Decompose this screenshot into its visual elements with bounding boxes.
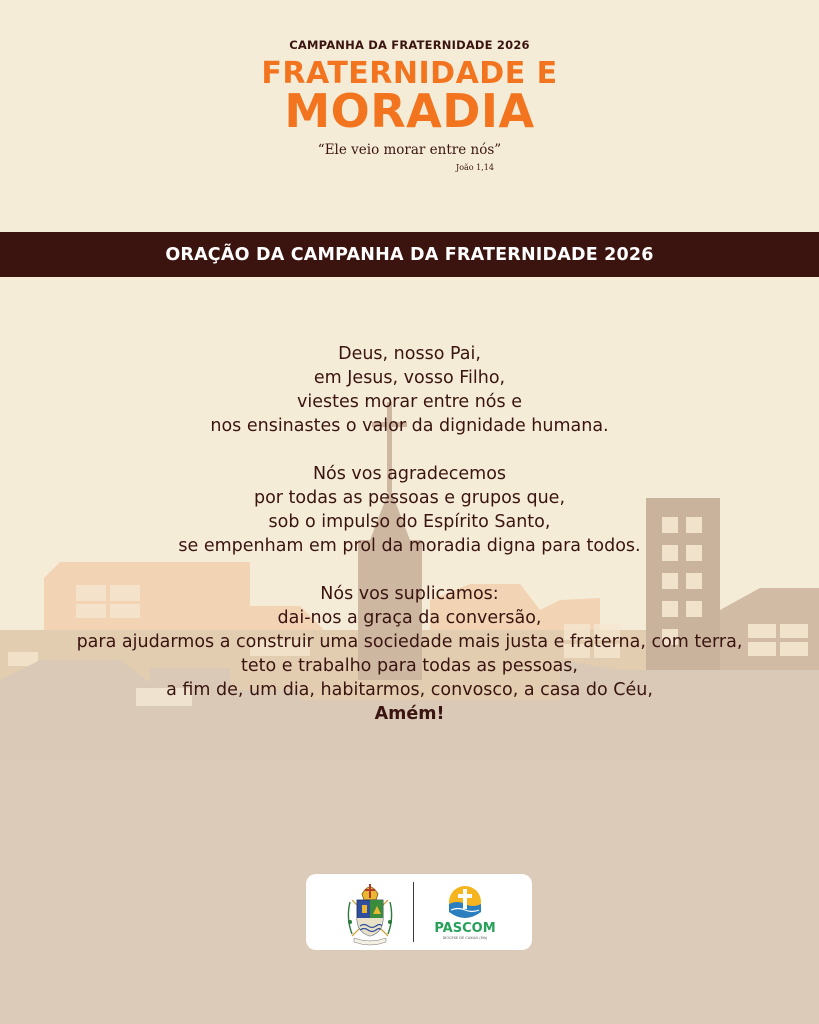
campaign-header <box>0 0 819 232</box>
prayer-text <box>0 342 819 726</box>
logos-divider <box>413 882 414 942</box>
campaign-title-line1: FRATERNIDADE E <box>261 56 558 91</box>
verse-reference: João 1,14 <box>456 163 494 172</box>
prayer-line: a fim de, um dia, habitarmos, convosco, a casa do Céu, <box>166 680 653 700</box>
prayer-line: Nós vos agradecemos <box>312 464 507 484</box>
prayer-line: viestes morar entre nós e <box>297 392 522 412</box>
prayer-line: dai-nos a graça da conversão, <box>277 608 542 628</box>
campaign-verse: “Ele veio morar entre nós” <box>317 142 502 158</box>
prayer-stanza-1 <box>0 342 819 438</box>
prayer-line: se empenham em prol da moradia digna para todos. <box>178 536 641 556</box>
prayer-line: teto e trabalho para todas as pessoas, <box>241 656 578 676</box>
campaign-kicker: CAMPANHA DA FRATERNIDADE 2026 <box>289 38 530 52</box>
prayer-line: nos ensinastes o valor da dignidade humana. <box>210 416 609 436</box>
pascom-subtitle: DIOCESE DE CAXIAS (MA) <box>442 936 488 940</box>
prayer-line: Nós vos suplicamos: <box>320 584 499 604</box>
prayer-title-band <box>0 232 819 277</box>
prayer-closing: Amém! <box>374 704 445 724</box>
prayer-stanza-3 <box>0 582 819 726</box>
prayer-line: Deus, nosso Pai, <box>338 344 481 364</box>
campaign-title-line2: MORADIA <box>284 84 535 138</box>
prayer-line: para ajudarmos a construir uma sociedade mais justa e fraterna, com terra, <box>76 632 743 652</box>
pascom-wordmark: PASCOM <box>434 921 496 936</box>
prayer-title: ORAÇÃO DA CAMPANHA DA FRATERNIDADE 2026 <box>165 244 654 265</box>
prayer-line: por todas as pessoas e grupos que, <box>253 488 566 508</box>
diocese-coat-of-arms-icon <box>342 878 398 946</box>
prayer-stanza-2 <box>0 462 819 558</box>
prayer-line: sob o impulso do Espírito Santo, <box>268 512 551 532</box>
prayer-line: em Jesus, vosso Filho, <box>313 368 506 388</box>
